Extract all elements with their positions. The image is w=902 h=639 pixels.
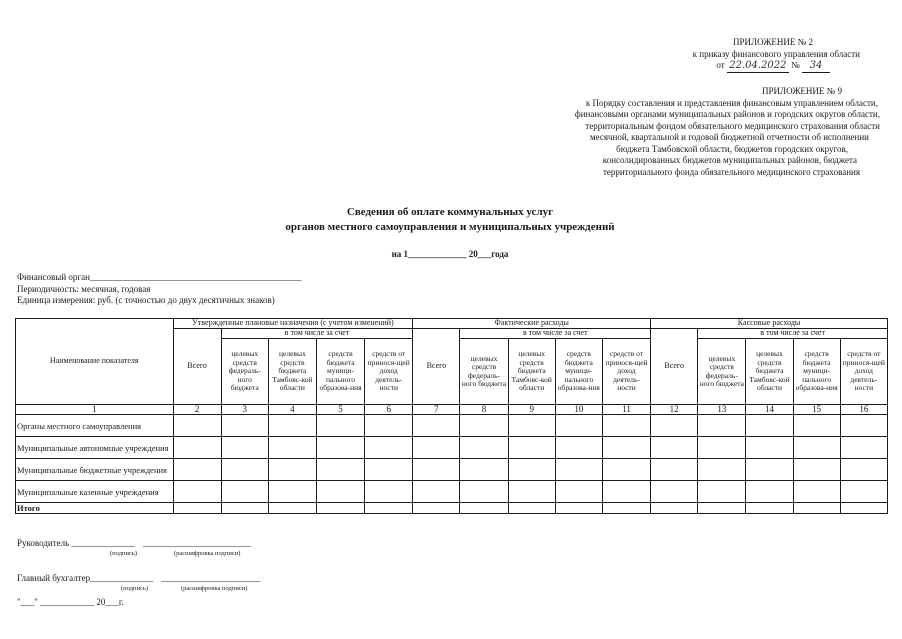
table-cell[interactable]	[460, 481, 508, 503]
table-cell[interactable]	[268, 415, 316, 437]
total-header: Всего	[173, 329, 221, 405]
table-cell[interactable]	[840, 481, 887, 503]
appendix9-line: к Порядку составления и представления финансовым управлением области,	[585, 97, 878, 108]
accountant-label: Главный бухгалтер______________	[17, 573, 154, 583]
accountant-decode-caption: (расшифровка подписи)	[181, 585, 248, 592]
table-cell[interactable]	[413, 415, 460, 437]
accountant-decode-line: ______________________	[161, 573, 261, 583]
sub-header-income: средств от принося-щей доход деятель-ности	[840, 339, 887, 405]
table-cell[interactable]	[651, 503, 698, 514]
head-decode-caption: (расшифровка подписи)	[174, 550, 241, 557]
meta-block	[17, 272, 437, 307]
table-cell[interactable]	[365, 437, 413, 459]
appendix9-line: территориальным фондом обязательного медицинского страхования области	[585, 120, 880, 131]
col-number: 16	[840, 405, 887, 415]
table-cell[interactable]	[173, 481, 221, 503]
sub-header-municipal: средств бюджета муници-пального образова-ния	[316, 339, 364, 405]
table-cell[interactable]	[173, 503, 221, 514]
table-cell[interactable]	[602, 481, 650, 503]
table-cell[interactable]	[602, 459, 650, 481]
total-header: Всего	[651, 329, 698, 405]
table-cell[interactable]	[840, 503, 887, 514]
utilities-table	[15, 318, 888, 514]
table-cell[interactable]	[268, 437, 316, 459]
table-cell[interactable]	[602, 437, 650, 459]
table-cell[interactable]	[793, 459, 840, 481]
row-label: Органы местного самоуправления	[16, 415, 174, 437]
col-number: 13	[698, 405, 746, 415]
table-cell[interactable]	[508, 481, 555, 503]
table-cell[interactable]	[460, 503, 508, 514]
col-number: 8	[460, 405, 508, 415]
table-cell[interactable]	[651, 415, 698, 437]
sub-header-regional: целевых средств бюджета Тамбовс-кой области	[508, 339, 555, 405]
table-cell[interactable]	[840, 437, 887, 459]
table-cell[interactable]	[793, 437, 840, 459]
table-cell[interactable]	[651, 481, 698, 503]
table-cell[interactable]	[413, 459, 460, 481]
handwritten-date: 22.04.2022	[727, 60, 789, 73]
table-cell[interactable]	[840, 415, 887, 437]
row-label: Муниципальные казенные учреждения	[16, 481, 174, 503]
table-cell[interactable]	[413, 437, 460, 459]
table-cell[interactable]	[555, 415, 602, 437]
sub-header-municipal: средств бюджета муници-пального образова-ния	[555, 339, 602, 405]
table-row	[16, 415, 888, 437]
appendix9-line: финансовыми органами муниципальных районов и городских округов области,	[574, 109, 880, 119]
table-cell[interactable]	[413, 503, 460, 514]
appendix2-order-line: к приказу финансового управления области	[692, 48, 860, 59]
table-cell[interactable]	[173, 437, 221, 459]
table-cell[interactable]	[268, 459, 316, 481]
col-number: 15	[793, 405, 840, 415]
heading-line-2: органов местного самоуправления и муниципальных учреждений	[285, 221, 615, 233]
table-cell[interactable]	[460, 437, 508, 459]
table-cell[interactable]	[746, 503, 793, 514]
table-cell[interactable]	[221, 503, 268, 514]
table-cell[interactable]	[793, 481, 840, 503]
group-header-plan: Утвержденные плановые назначения (с учетом изменений)	[173, 319, 413, 329]
col-number: 2	[173, 405, 221, 415]
sub-header-income: средств от принося-щей доход деятель-ности	[602, 339, 650, 405]
table-cell[interactable]	[508, 415, 555, 437]
table-cell[interactable]	[698, 415, 746, 437]
table-cell[interactable]	[221, 481, 268, 503]
header-row-groups	[16, 319, 888, 329]
row-label: Муниципальные бюджетные учреждения	[16, 459, 174, 481]
total-row-label: Итого	[16, 503, 174, 514]
table-cell[interactable]	[651, 459, 698, 481]
in-that-header: в том числе за счет	[221, 329, 413, 339]
date-prefix: от	[716, 60, 725, 70]
table-cell[interactable]	[221, 437, 268, 459]
handwritten-number: 34	[802, 60, 830, 73]
table-cell[interactable]	[555, 437, 602, 459]
table-cell[interactable]	[602, 503, 650, 514]
appendix9-title: ПРИЛОЖЕНИЕ № 9	[761, 86, 842, 96]
in-that-header: в том числе за счет	[460, 329, 651, 339]
accountant-signature-caption: (подпись)	[121, 585, 148, 592]
table-cell[interactable]	[316, 437, 364, 459]
sub-header-income: средств от принося-щей доход деятель-ности	[365, 339, 413, 405]
head-label: Руководитель ______________	[17, 538, 135, 548]
report-date-line: на 1_____________ 20___года	[391, 249, 509, 259]
column-numbers-row	[16, 405, 888, 415]
appendix9-block	[540, 86, 880, 178]
table-cell[interactable]	[221, 415, 268, 437]
table-cell[interactable]	[840, 459, 887, 481]
appendix9-line: бюджета Тамбовской области, бюджетов городских округов,	[616, 143, 848, 154]
col-number: 11	[602, 405, 650, 415]
table-cell[interactable]	[268, 481, 316, 503]
table-cell[interactable]	[698, 503, 746, 514]
appendix9-line: месячной, квартальной и годовой бюджетной отчетности об исполнении	[589, 132, 869, 142]
appendix2-date-line	[560, 60, 860, 73]
appendix2-title: ПРИЛОЖЕНИЕ № 2	[732, 37, 813, 47]
total-row	[16, 503, 888, 514]
table-cell[interactable]	[365, 503, 413, 514]
group-header-actual: Фактические расходы	[413, 319, 651, 329]
table-cell[interactable]	[173, 415, 221, 437]
col-number: 7	[413, 405, 460, 415]
sub-header-regional: целевых средств бюджета Тамбовс-кой области	[746, 339, 793, 405]
sub-header-regional: целевых средств бюджета Тамбовс-кой области	[268, 339, 316, 405]
table-cell[interactable]	[316, 503, 364, 514]
table-cell[interactable]	[746, 437, 793, 459]
col-number: 4	[268, 405, 316, 415]
table-cell[interactable]	[316, 481, 364, 503]
table-cell[interactable]	[413, 481, 460, 503]
sub-header-federal: целевых средств федераль-ного бюджета	[460, 339, 508, 405]
periodicity-line: Периодичность: месячная, годовая	[17, 283, 151, 294]
table-cell[interactable]	[365, 459, 413, 481]
col-number: 10	[555, 405, 602, 415]
table-cell[interactable]	[555, 459, 602, 481]
table-cell[interactable]	[365, 415, 413, 437]
table-cell[interactable]	[555, 481, 602, 503]
row-label: Муниципальные автономные учреждения	[16, 437, 174, 459]
total-header: Всего	[413, 329, 460, 405]
table-cell[interactable]	[555, 503, 602, 514]
report-heading	[200, 205, 700, 235]
table-cell[interactable]	[460, 415, 508, 437]
sub-header-federal: целевых средств федераль-ного бюджета	[221, 339, 268, 405]
table-cell[interactable]	[316, 415, 364, 437]
appendix9-line: консолидированных бюджетов муниципальных районов, бюджета	[602, 155, 857, 165]
name-header: Наименование показателя	[16, 319, 174, 405]
table-cell[interactable]	[316, 459, 364, 481]
table-cell[interactable]	[793, 415, 840, 437]
table-cell[interactable]	[460, 459, 508, 481]
table-row	[16, 459, 888, 481]
table-cell[interactable]	[508, 503, 555, 514]
table-cell[interactable]	[365, 481, 413, 503]
head-signature-line	[17, 538, 251, 549]
table-row	[16, 437, 888, 459]
head-decode-line: ________________________	[142, 538, 251, 548]
col-number: 9	[508, 405, 555, 415]
table-cell[interactable]	[746, 415, 793, 437]
col-number: 5	[316, 405, 364, 415]
table-cell[interactable]	[746, 459, 793, 481]
table-cell[interactable]	[508, 459, 555, 481]
table-cell[interactable]	[793, 503, 840, 514]
table-cell[interactable]	[602, 415, 650, 437]
col-number: 3	[221, 405, 268, 415]
heading-line-1: Сведения об оплате коммунальных услуг	[346, 206, 554, 218]
sub-header-municipal: средств бюджета муници-пального образова-ния	[793, 339, 840, 405]
table-cell[interactable]	[268, 503, 316, 514]
col-number: 12	[651, 405, 698, 415]
head-signature-caption: (подпись)	[110, 550, 137, 557]
appendix9-line: территориального фонда обязательного медицинского страхования	[602, 166, 860, 177]
table-cell[interactable]	[508, 437, 555, 459]
accountant-signature-line	[17, 573, 260, 584]
table-cell[interactable]	[221, 459, 268, 481]
table-cell[interactable]	[746, 481, 793, 503]
unit-line: Единица измерения: руб. (с точностью до двух десятичных знаков)	[17, 295, 275, 305]
col-number: 14	[746, 405, 793, 415]
sub-header-federal: целевых средств федераль-ного бюджета	[698, 339, 746, 405]
table-cell[interactable]	[173, 459, 221, 481]
fin-organ-line: Финансовый орган_______________________________________________	[17, 272, 302, 282]
table-cell[interactable]	[698, 481, 746, 503]
signature-date-line: "___" ____________ 20___г.	[17, 597, 124, 607]
table-cell[interactable]	[698, 459, 746, 481]
table-row	[16, 481, 888, 503]
col-number: 6	[365, 405, 413, 415]
appendix2-block	[560, 37, 860, 73]
table-cell[interactable]	[698, 437, 746, 459]
in-that-header: в том числе за счет	[698, 329, 888, 339]
number-prefix: №	[791, 60, 800, 70]
table-cell[interactable]	[651, 437, 698, 459]
col-number: 1	[16, 405, 174, 415]
group-header-cash: Кассовые расходы	[651, 319, 888, 329]
